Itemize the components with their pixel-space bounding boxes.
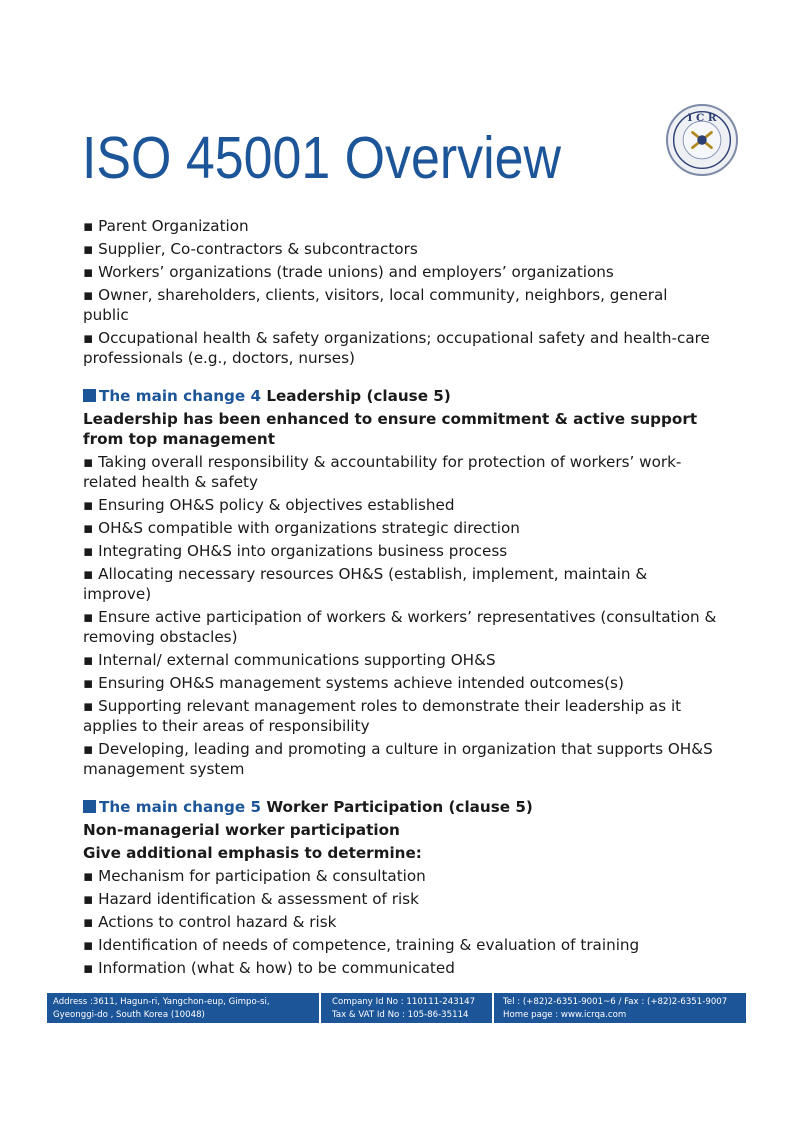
section-label: The main change 5 (99, 798, 262, 816)
list-item: ▪ Taking overall responsibility & accountability for protection of workers’ work-related health & safety (83, 453, 682, 491)
list-item: ▪ Owner, shareholders, clients, visitors, local community, neighbors, general public (83, 286, 668, 324)
footer-address (53, 996, 270, 1021)
list-item: ▪ Occupational health & safety organizations; occupational safety and health-care professionals (e.g., doctors, nurses) (83, 329, 710, 367)
intro-list (83, 216, 718, 368)
section-lead: Leadership has been enhanced to ensure commitment & active support from top management (83, 410, 698, 448)
list-item: ▪ Ensure active participation of workers & workers’ representatives (consultation & removing obstacles) (83, 608, 717, 646)
list-item: ▪ Allocating necessary resources OH&S (establish, implement, maintain & improve) (83, 565, 648, 603)
footer-link[interactable]: Home page : www.icrqa.com (503, 1009, 627, 1020)
footer-divider (319, 993, 321, 1023)
footer-text: Company Id No : 110111-243147 (332, 997, 476, 1007)
list-item: ▪ Hazard identification & assessment of risk (83, 890, 419, 908)
list-item: ▪ Information (what & how) to be communicated (83, 959, 455, 977)
footer-text: Tax & VAT Id No : 105-86-35114 (332, 1009, 469, 1020)
list-item: ▪ Supplier, Co-contractors & subcontractors (83, 240, 418, 258)
section-lead: Give additional emphasis to determine: (83, 844, 422, 862)
icr-seal-icon (668, 106, 736, 174)
list-item: ▪ Ensuring OH&S policy & objectives established (83, 496, 455, 514)
logo-text: I C R (687, 112, 717, 125)
section-title: Worker Participation (clause 5) (261, 798, 533, 816)
list-item: ▪ Integrating OH&S into organizations business process (83, 542, 508, 560)
footer-bar (47, 993, 746, 1023)
section-title: Leadership (clause 5) (261, 387, 451, 405)
section-heading (83, 386, 718, 406)
square-bullet-icon (83, 800, 96, 813)
section-worker-participation (83, 797, 718, 978)
square-bullet-icon (83, 389, 96, 402)
document-body (83, 216, 718, 981)
list-item: ▪ Internal/ external communications supporting OH&S (83, 651, 496, 669)
list-item: ▪ Mechanism for participation & consultation (83, 867, 426, 885)
section-leadership (83, 386, 718, 779)
section-heading (83, 797, 718, 817)
list-item: ▪ Supporting relevant management roles to demonstrate their leadership as it applies to their areas of responsibility (83, 697, 682, 735)
list-item: ▪ OH&S compatible with organizations strategic direction (83, 519, 520, 537)
section-lead: Non-managerial worker participation (83, 821, 400, 839)
list-item: ▪ Ensuring OH&S management systems achieve intended outcomes(s) (83, 674, 624, 692)
list-item: ▪ Actions to control hazard & risk (83, 913, 337, 931)
list-item: ▪ Workers’ organizations (trade unions) and employers’ organizations (83, 263, 614, 281)
footer-divider (492, 993, 494, 1023)
icr-seal-logo (666, 104, 738, 176)
footer-contact (503, 996, 727, 1021)
section-label: The main change 4 (99, 387, 262, 405)
footer-text: Gyeonggi-do , South Korea (10048) (53, 1009, 205, 1020)
list-item: ▪ Identification of needs of competence, training & evaluation of training (83, 936, 640, 954)
footer-text: Address :3611, Hagun-ri, Yangchon-eup, Gimpo-si, (53, 997, 270, 1007)
list-item: ▪ Developing, leading and promoting a culture in organization that supports OH&S management system (83, 740, 713, 778)
footer-company (332, 996, 475, 1021)
page-title: ISO 45001 Overview (82, 125, 562, 191)
footer-text: Tel : (+82)2-6351-9001~6 / Fax : (+82)2-6351-9007 (503, 997, 728, 1007)
list-item: ▪ Parent Organization (83, 217, 249, 235)
